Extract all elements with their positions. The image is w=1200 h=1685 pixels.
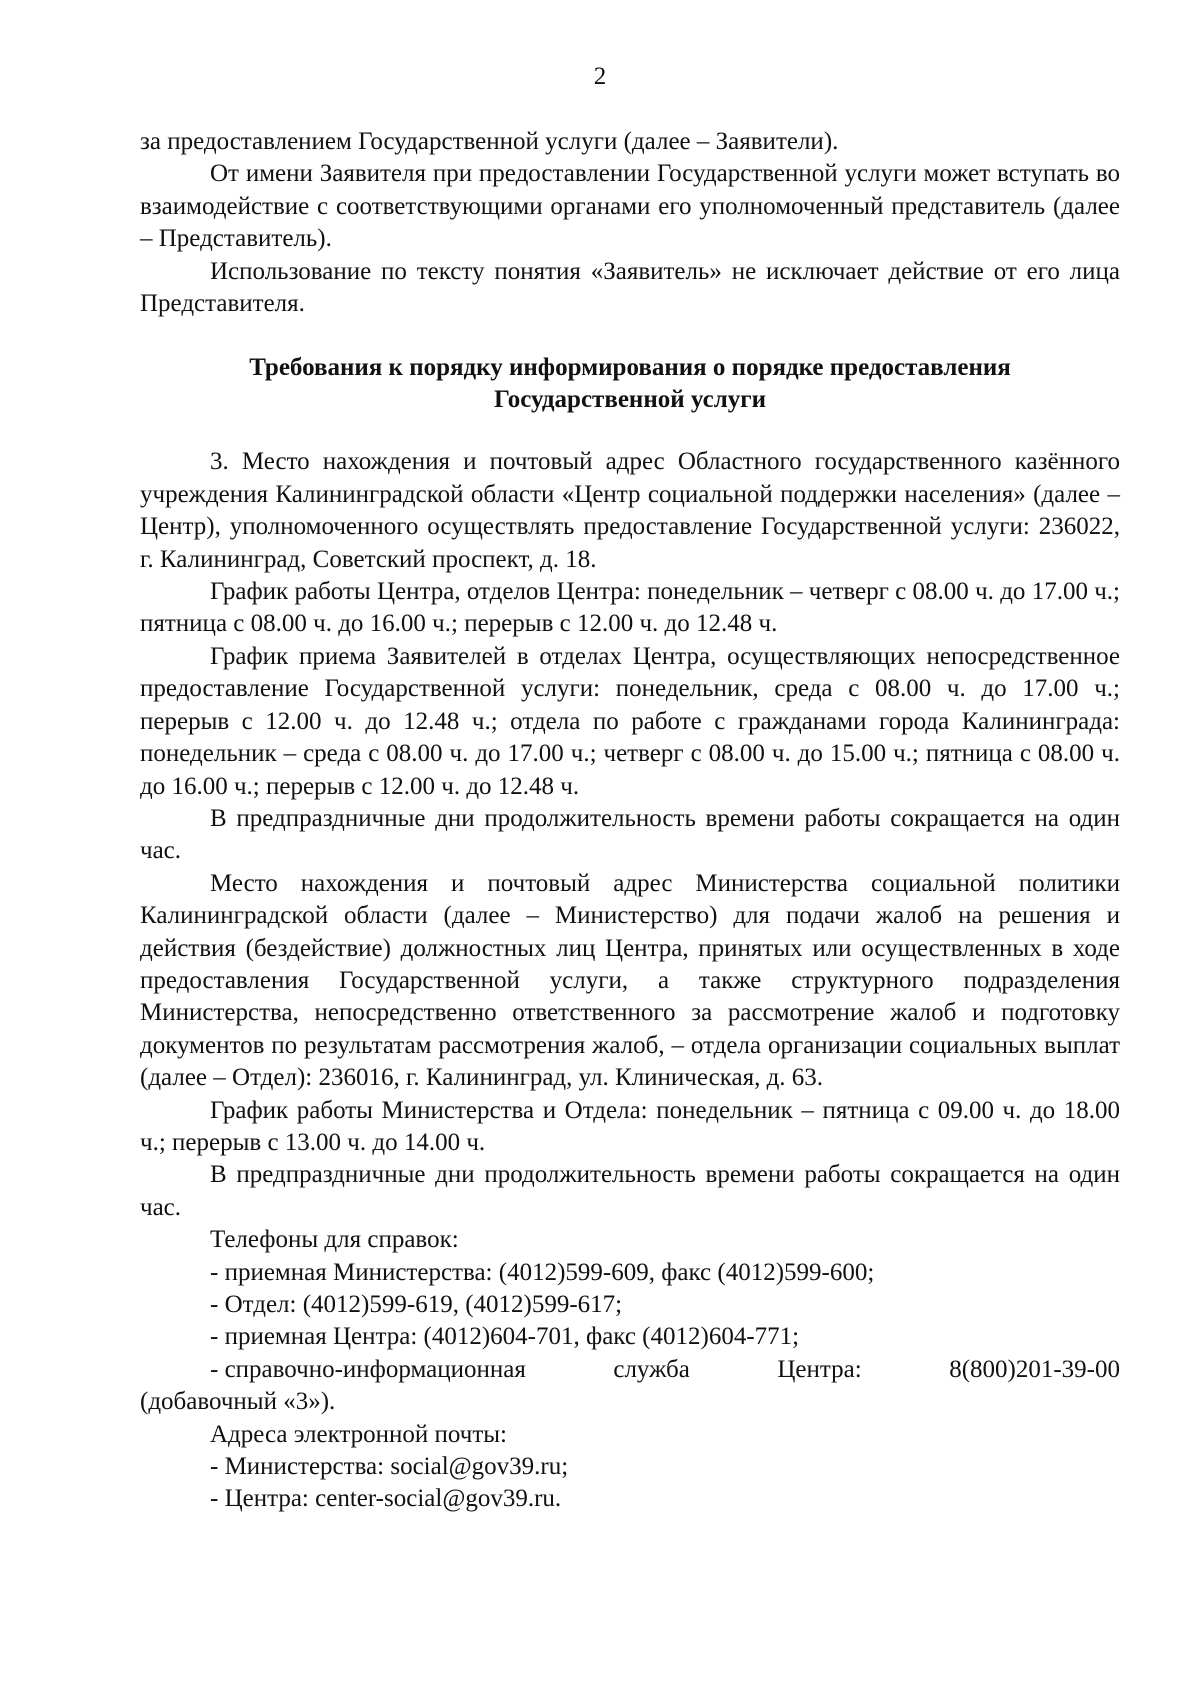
phone-department: - Отдел: (4012)599-619, (4012)599-617; (210, 1291, 623, 1318)
paragraph-holiday-note-2: В предпраздничные дни продолжительность времени работы сокращается на один час. (140, 1161, 1120, 1221)
phone-ministry: - приемная Министерства: (4012)599-609, факс (4012)599-600; (210, 1258, 875, 1286)
paragraph-reception-schedule: График приема Заявителей в отделах Центра, осуществляющих непосредственное предоставление Государственной услуги: понедельник, среда с 08.00 ч. до 17.00 ч.; перерыв с 12.00 ч. до 12.48 ч.; отдела по работе с гражданами города Калининграда: понедельник – среда с 08.00 ч. до 17.00 ч.; четверг с 08.00 ч. до 15.00 ч.; пятница с 08.00 ч. до 16.00 ч.; перерыв с 12.00 ч. до 12.48 ч. (140, 642, 1120, 800)
section-heading (140, 352, 1120, 416)
page-number: 2 (593, 63, 607, 90)
paragraph-applicants: за предоставлением Государственной услуги (далее – Заявители). (140, 128, 839, 155)
paragraph-ministry-schedule: График работы Министерства и Отдела: понедельник – пятница с 09.00 ч. до 18.00 ч.; перерыв с 13.00 ч. до 14.00 ч. (140, 1096, 1120, 1156)
hotline-part-2: служба (613, 1355, 690, 1383)
email-ministry: - Министерства: social@gov39.ru; (210, 1453, 569, 1481)
paragraph-center-address: 3. Место нахождения и почтовый адрес Областного государственного казённого учреждения Калининградской области «Центр социальной поддержки населения» (далее – Центр), уполномоченного осуществлять предоставление Государственной услуги: 236022, г. Калининград, Советский проспект, д. 18. (140, 448, 1120, 573)
paragraph-applicant-term: Использование по тексту понятия «Заявитель» не исключает действие от его лица Представителя. (140, 257, 1120, 318)
paragraph-center-schedule: График работы Центра, отделов Центра: понедельник – четверг с 08.00 ч. до 17.00 ч.; пятница с 08.00 ч. до 16.00 ч.; перерыв с 12.00 ч. до 12.48 ч. (140, 578, 1120, 638)
hotline-part-1: - справочно-информационная (210, 1355, 526, 1383)
phone-center: - приемная Центра: (4012)604-701, факс (4012)604-771; (210, 1323, 800, 1351)
paragraph-holiday-note-1: В предпраздничные дни продолжительность времени работы сокращается на один час. (140, 804, 1120, 865)
paragraph-representative: От имени Заявителя при предоставлении Государственной услуги может вступать во взаимодействие с соответствующими органами его уполномоченный представитель (далее – Представитель). (140, 160, 1120, 253)
paragraph-ministry-address: Место нахождения и почтовый адрес Министерства социальной политики Калининградской области (далее – Министерство) для подачи жалоб на решения и действия (бездействие) должностных лиц Центра, принятых или осуществленных в ходе предоставления Государственной услуги, а также структурного подразделения Министерства, непосредственно ответственного за рассмотрение жалоб и подготовку документов по результатам рассмотрения жалоб, – отдела организации социальных выплат (далее – Отдел): 236016, г. Калининград, ул. Клиническая, д. 63. (140, 869, 1120, 1092)
emails-title: Адреса электронной почты: (210, 1420, 507, 1448)
document-body (140, 126, 1120, 1516)
section-heading-line1: Требования к порядку информирования о порядке предоставления (249, 354, 1011, 382)
hotline-number: 8(800)201-39-00 (949, 1355, 1120, 1383)
hotline-part-3: Центра: (777, 1355, 862, 1383)
section-heading-line2: Государственной услуги (494, 386, 766, 414)
email-center: - Центра: center-social@gov39.ru. (210, 1485, 562, 1513)
phone-hotline (140, 1354, 1120, 1386)
hotline-extension: (добавочный «3»). (140, 1388, 336, 1416)
phones-title: Телефоны для справок: (210, 1226, 459, 1254)
